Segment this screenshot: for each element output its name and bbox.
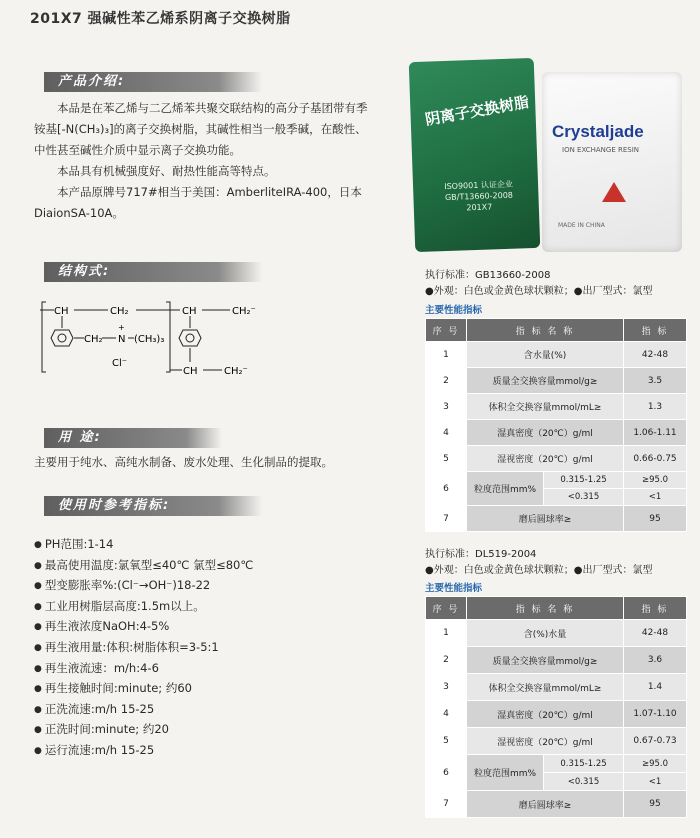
row-name: 湿视密度（20℃）g/ml: [467, 446, 624, 472]
table-caption-1: 主要性能指标: [425, 305, 483, 316]
row-value: 0.66-0.75: [624, 446, 687, 472]
table-header-row: [426, 597, 687, 620]
bag-footer: MADE IN CHINA: [558, 222, 605, 229]
row-subvalue: ≥95.0: [624, 472, 687, 489]
table-row: [426, 472, 687, 489]
chem-cl: Cl⁻: [112, 358, 128, 369]
table-row: [426, 728, 687, 755]
row-no: 6: [426, 472, 467, 506]
table-row: [426, 701, 687, 728]
header-no: 序 号: [426, 597, 467, 620]
table-row: [426, 791, 687, 818]
row-name: 粒度范围mm%: [467, 755, 544, 791]
chem-ch: CH: [54, 306, 69, 317]
row-value: 42-48: [624, 620, 687, 647]
benzene-ring-right: [179, 330, 201, 346]
row-name: 磨后圆球率≥: [467, 791, 624, 818]
green-bag-label: 阴离子交换树脂: [423, 92, 531, 129]
warning-triangle-icon: [602, 182, 626, 202]
table-row: [426, 506, 687, 532]
intro-paragraph-2: 本品具有机械强度好、耐热性能高等特点。: [57, 164, 276, 178]
row-no: 3: [426, 394, 467, 420]
section-header-usage: 用 途:: [44, 428, 222, 448]
header-value: 指 标: [624, 319, 687, 342]
chem-ch2-end: CH₂⁻: [232, 306, 256, 317]
row-subvalue: <1: [624, 773, 687, 791]
table-caption-2: 主要性能指标: [425, 583, 483, 594]
table-row: [426, 394, 687, 420]
header-value: 指 标: [624, 597, 687, 620]
chem-ch-bottom: CH: [183, 366, 198, 377]
standard-1: 执行标准：GB13660-2008: [425, 270, 551, 281]
crystaljade-bag-image: [542, 72, 682, 252]
row-value: 95: [624, 791, 687, 818]
param-item: ● 再生液浓度NaOH:4-5%: [34, 616, 253, 637]
chem-plus: +: [118, 323, 125, 332]
row-subrange: 0.315-1.25: [544, 472, 624, 489]
header-no: 序 号: [426, 319, 467, 342]
row-value: 1.06-1.11: [624, 420, 687, 446]
chem-ch3: (CH₃)₃: [134, 334, 165, 345]
row-no: 2: [426, 647, 467, 674]
row-no: 4: [426, 701, 467, 728]
header-name: 指 标 名 称: [467, 597, 624, 620]
chem-ch2-n: CH₂: [84, 334, 103, 345]
row-name: 湿真密度（20℃）g/ml: [467, 701, 624, 728]
params-list: [34, 534, 253, 761]
param-item: ● 最高使用温度:氯氧型≤40℃ 氯型≤80℃: [34, 555, 253, 576]
chem-n: N: [118, 334, 126, 345]
row-value: 3.6: [624, 647, 687, 674]
row-value: 42-48: [624, 342, 687, 368]
table-row: [426, 755, 687, 773]
row-no: 2: [426, 368, 467, 394]
row-subvalue: <1: [624, 489, 687, 506]
table-row: [426, 647, 687, 674]
chem-ch-right: CH: [182, 306, 197, 317]
row-name: 含水量(%): [467, 342, 624, 368]
bracket-right: [166, 302, 170, 372]
row-no: 3: [426, 674, 467, 701]
ring-circle-right: [186, 334, 194, 342]
row-value: 95: [624, 506, 687, 532]
green-resin-bag-image: [409, 58, 541, 252]
section-header-params: 使用时参考指标:: [44, 496, 262, 516]
row-name: 湿真密度（20℃）g/ml: [467, 420, 624, 446]
param-item: ● 再生接触时间:minute; 约60: [34, 678, 253, 699]
param-item: ● 型变膨胀率%:(Cl⁻→OH⁻)18-22: [34, 575, 253, 596]
row-name: 体积全交换容量mmol/mL≥: [467, 674, 624, 701]
row-no: 1: [426, 620, 467, 647]
row-value: 1.3: [624, 394, 687, 420]
row-value: 0.67-0.73: [624, 728, 687, 755]
param-item: ● 再生液用量:体积:树脂体积=3-5:1: [34, 637, 253, 658]
row-name: 湿视密度（20℃）g/ml: [467, 728, 624, 755]
chem-ch2: CH₂: [110, 306, 129, 317]
table-row: [426, 368, 687, 394]
spec-table-2: [425, 596, 687, 818]
row-subrange: 0.315-1.25: [544, 755, 624, 773]
row-name: 质量全交换容量mmol/g≥: [467, 368, 624, 394]
row-no: 1: [426, 342, 467, 368]
ring-circle-left: [58, 334, 66, 342]
intro-text: [34, 98, 374, 224]
table-row: [426, 342, 687, 368]
crystaljade-logo: Crystaljade: [552, 122, 644, 141]
row-name: 含(%)水量: [467, 620, 624, 647]
row-no: 5: [426, 446, 467, 472]
structural-formula-diagram: [40, 290, 280, 400]
param-item: ● PH范围:1-14: [34, 534, 253, 555]
green-bag-sub: ISO9001 认证企业 GB/T13660-2008 201X7: [444, 179, 514, 213]
param-item: ● 再生液流速：m/h:4-6: [34, 658, 253, 679]
chem-ch2-bottom: CH₂⁻: [224, 366, 248, 377]
usage-text: 主要用于纯水、高纯水制备、废水处理、生化制品的提取。: [34, 455, 333, 469]
row-name: 体积全交换容量mmol/mL≥: [467, 394, 624, 420]
row-value: 3.5: [624, 368, 687, 394]
benzene-ring-left: [51, 330, 73, 346]
row-no: 4: [426, 420, 467, 446]
row-subrange: <0.315: [544, 489, 624, 506]
row-name: 磨后圆球率≥: [467, 506, 624, 532]
spec-table-1: [425, 318, 687, 532]
row-subvalue: ≥95.0: [624, 755, 687, 773]
section-header-structure: 结构式:: [44, 262, 262, 282]
table-header-row: [426, 319, 687, 342]
section-header-intro: 产品介绍:: [44, 72, 262, 92]
param-item: ● 正洗时间:minute; 约20: [34, 719, 253, 740]
intro-paragraph-3: 本产品原牌号717#相当于美国：AmberliteIRA-400，日本DiaionSA-10A。: [34, 185, 362, 220]
bracket-left: [42, 302, 46, 372]
row-no: 6: [426, 755, 467, 791]
intro-paragraph-1: 本品是在苯乙烯与二乙烯苯共聚交联结构的高分子基团带有季铵基[-N(CH₃)₃]的离子交换树脂，其碱性相当一般季碱，在酸性、中性甚至碱性介质中显示离子交换功能。: [34, 101, 368, 157]
row-name: 质量全交换容量mmol/g≥: [467, 647, 624, 674]
appearance-2: ●外观：白色或金黄色球状颗粒；●出厂型式：氯型: [425, 565, 653, 576]
standard-2: 执行标准：DL519-2004: [425, 549, 537, 560]
appearance-1: ●外观：白色或金黄色球状颗粒；●出厂型式：氯型: [425, 286, 653, 297]
row-value: 1.07-1.10: [624, 701, 687, 728]
param-item: ● 工业用树脂层高度:1.5m以上。: [34, 596, 253, 617]
row-name: 粒度范围mm%: [467, 472, 544, 506]
table-row: [426, 420, 687, 446]
table-row: [426, 446, 687, 472]
row-no: 5: [426, 728, 467, 755]
row-subrange: <0.315: [544, 773, 624, 791]
header-name: 指 标 名 称: [467, 319, 624, 342]
row-no: 7: [426, 506, 467, 532]
row-no: 7: [426, 791, 467, 818]
row-value: 1.4: [624, 674, 687, 701]
page-title: 201X7 强碱性苯乙烯系阴离子交换树脂: [30, 11, 291, 27]
table-row: [426, 674, 687, 701]
param-item: ● 运行流速:m/h 15-25: [34, 740, 253, 761]
bag-subtitle: ION EXCHANGE RESIN: [562, 146, 640, 154]
table-row: [426, 620, 687, 647]
param-item: ● 正洗流速:m/h 15-25: [34, 699, 253, 720]
